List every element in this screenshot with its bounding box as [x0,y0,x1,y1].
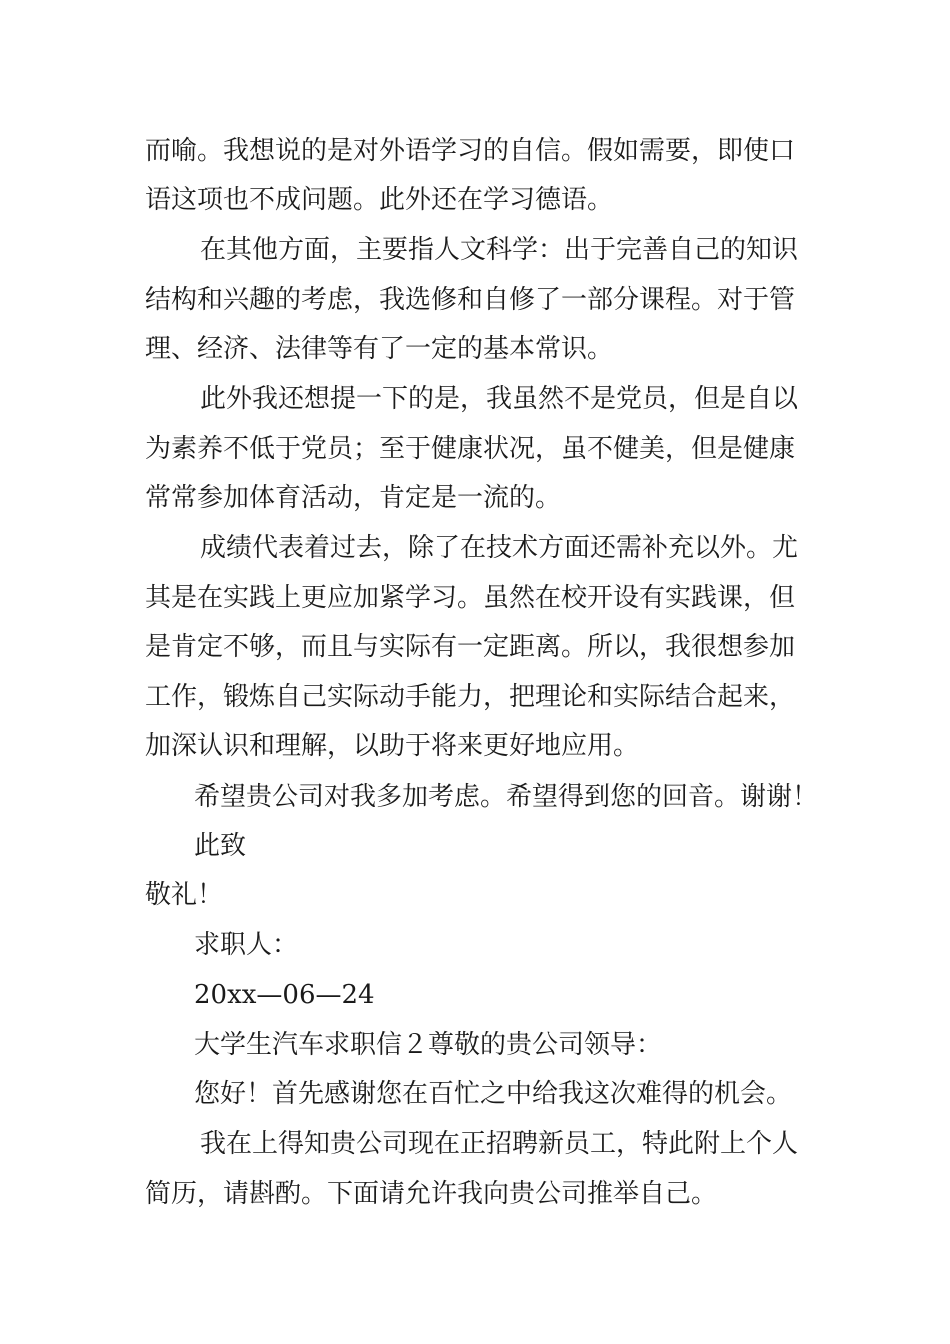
salutation-jingli: 敬礼！ [145,880,224,910]
text-line: 为素养不低于党员；至于健康状况，虽不健美，但是健康 [145,434,796,464]
letter-date: 20xx—06—24 [194,980,375,1010]
text-line: 语这项也不成问题。此外还在学习德语。 [145,185,614,215]
letter-2-greeting: 您好！首先感谢您在百忙之中给我这次难得的机会。 [194,1079,793,1109]
text-line: 而喻。我想说的是对外语学习的自信。假如需要，即使口 [145,136,796,166]
text-line: 是肯定不够，而且与实际有一定距离。所以，我很想参加 [145,632,796,662]
text-line: 简历，请斟酌。下面请允许我向贵公司推举自己。 [145,1179,718,1209]
applicant-label: 求职人： [194,930,299,960]
text-line: 工作，锻炼自己实际动手能力，把理论和实际结合起来， [145,682,796,712]
text-line: 理、经济、法律等有了一定的基本常识。 [145,334,614,364]
text-line: 此外我还想提一下的是，我虽然不是党员，但是自以 [200,384,799,414]
text-line: 常常参加体育活动，肯定是一流的。 [145,483,562,513]
text-line: 成绩代表着过去，除了在技术方面还需补充以外。尤 [200,533,799,563]
letter-2-heading: 大学生汽车求职信２尊敬的贵公司领导： [194,1030,663,1060]
closing-hope-line: 希望贵公司对我多加考虑。希望得到您的回音。谢谢！ [194,782,819,812]
text-line: 在其他方面，主要指人文科学：出于完善自己的知识 [200,235,799,265]
text-line: 加深认识和理解，以助于将来更好地应用。 [145,731,640,761]
text-line: 我在上得知贵公司现在正招聘新员工，特此附上个人 [200,1129,799,1159]
salutation-cizhi: 此致 [194,831,247,861]
text-line: 结构和兴趣的考虑，我选修和自修了一部分课程。对于管 [145,285,796,315]
text-line: 其是在实践上更应加紧学习。虽然在校开设有实践课，但 [145,583,796,613]
